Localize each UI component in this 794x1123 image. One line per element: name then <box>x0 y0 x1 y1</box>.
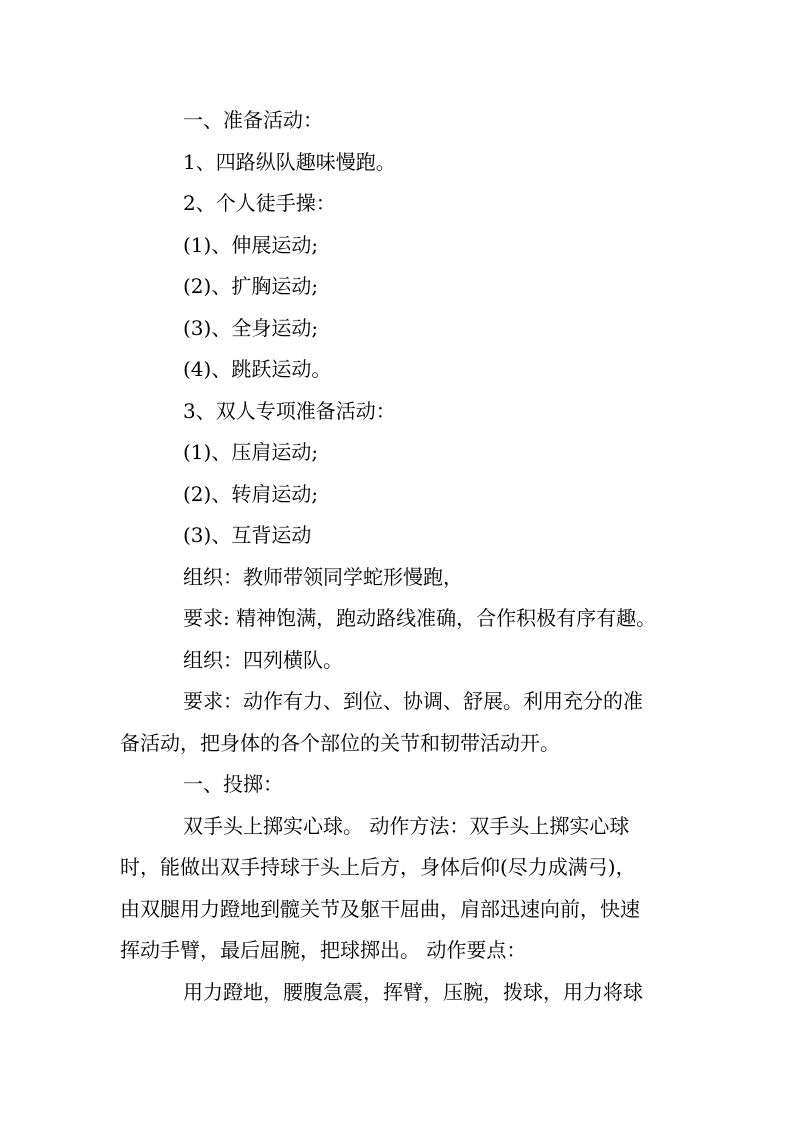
list-item: (2)、转肩运动; <box>183 482 319 506</box>
list-item: (1)、伸展运动; <box>183 233 319 257</box>
paragraph-line: 挥动手臂，最后屈腕，把球掷出。 动作要点： <box>120 938 527 962</box>
list-item: (1)、压肩运动; <box>183 440 319 464</box>
list-item: (3)、全身运动; <box>183 316 319 340</box>
heading-throwing: 一、投掷： <box>183 772 283 796</box>
list-item: 1、四路纵队趣味慢跑。 <box>183 150 396 174</box>
heading-warmup: 一、准备活动： <box>183 108 323 132</box>
paragraph-line: 组织：四列横队。 <box>183 648 343 672</box>
paragraph-line: 由双腿用力蹬地到髋关节及躯干屈曲，肩部迅速向前，快速 <box>120 897 640 921</box>
list-item: (3)、互背运动 <box>183 523 312 547</box>
paragraph-line: 备活动，把身体的各个部位的关节和韧带活动开。 <box>120 731 560 755</box>
paragraph-line: 要求: 精神饱满，跑动路线准确，合作积极有序有趣。 <box>183 606 657 630</box>
list-item: (2)、扩胸运动; <box>183 274 319 298</box>
list-item: 2、个人徒手操： <box>183 191 336 215</box>
paragraph-line: 双手头上掷实心球。 动作方法：双手头上掷实心球 <box>183 814 630 838</box>
paragraph-line: 组织：教师带领同学蛇形慢跑， <box>183 565 463 589</box>
paragraph-line: 用力蹬地，腰腹急震，挥臂，压腕，拨球，用力将球 <box>183 980 643 1004</box>
list-item: 3、双人专项准备活动： <box>183 399 396 423</box>
list-item: (4)、跳跃运动。 <box>183 357 332 381</box>
paragraph-line: 要求：动作有力、到位、协调、舒展。利用充分的准 <box>183 689 643 713</box>
paragraph-line: 时，能做出双手持球于头上后方，身体后仰(尽力成满弓)， <box>120 855 636 879</box>
